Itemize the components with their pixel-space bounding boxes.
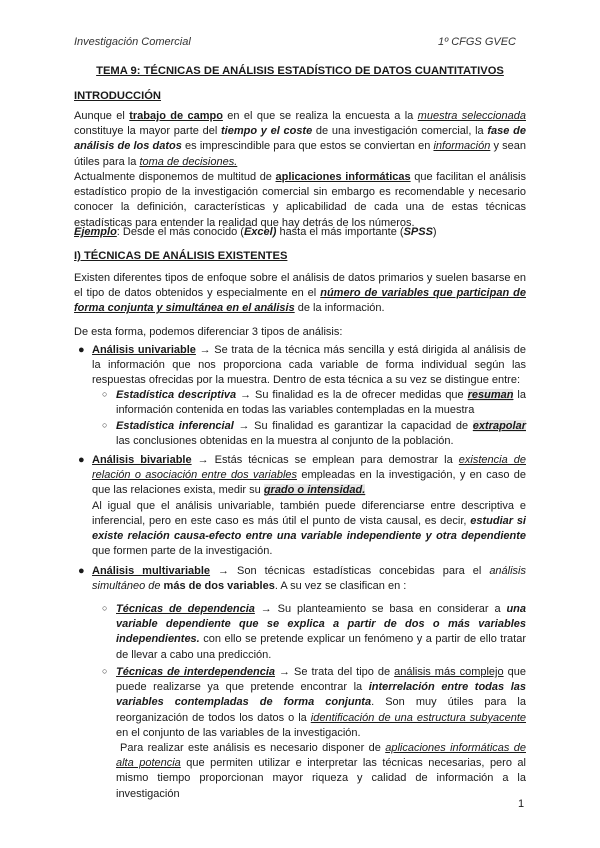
- section1-heading: I) TÉCNICAS DE ANÁLISIS EXISTENTES: [74, 250, 288, 262]
- descriptive-stats-item: Estadística descriptiva → Su finalidad es la de ofrecer medidas que resuman la información contenida en todas las variables contempladas en la muestra: [116, 389, 526, 417]
- circle-bullet-icon: ○: [102, 666, 108, 676]
- univariable-item: Análisis univariable → Se trata de la técnica más sencilla y está dirigida al análisis de la información que nos proporciona cada variable de forma individual según las respuestas ofrecidas por la muestra. Dentro de esta técnica a su vez se distingue entre:: [92, 344, 527, 387]
- page-number: 1: [518, 798, 525, 810]
- bullet-icon: ●: [78, 565, 85, 577]
- bivariable-item: Análisis bivariable → Estás técnicas se emplean para demostrar la existencia de relación o asociación entre dos variables empleadas en la investigación, y en caso de que las relaciones exista, medir su grado o intensidad. Al igual que el análisis univariable, también puede diferenciarse entre descriptiva e inferencial, pero en este caso es más útil el punto de vista causal, es decir, estudiar si existe relación causa-efecto entre una variable independiente y otra dependiente que formen parte de la investigación.: [92, 454, 526, 558]
- inferential-stats-item: Estadística inferencial → Su finalidad es garantizar la capacidad de extrapolar las conclusiones obtenidas en la muestra al conjunto de la población.: [116, 420, 526, 448]
- intro-heading: INTRODUCCIÓN: [74, 90, 162, 102]
- circle-bullet-icon: ○: [102, 420, 108, 430]
- interdependency-techniques-item: Técnicas de interdependencia → Se trata del tipo de análisis más complejo que puede realizarse ya que pretende encontrar la interrelación entre todas las variables contempladas de forma conjunta. Son muy útiles para la reorganización de todos los datos o la identificación de una estructura subyacente en el conjunto de las variables de la investigación. Para realizar este análisis es necesario disponer de aplicaciones informáticas de alta potencia que permiten utilizar e interpretar las técnicas necesarias, pero al mismo tiempo proporcionan mayor riqueza y calidad de información a la investigación: [116, 666, 527, 800]
- header-left: Investigación Comercial: [74, 36, 191, 48]
- intro-paragraph-3: Ejemplo: Desde el más conocido (Excel) hasta el más importante (SPSS): [74, 226, 437, 238]
- intro-paragraph-2: Actualmente disponemos de multitud de aplicaciones informáticas que facilitan el análisis estadístico propio de la investigación comercial sin embargo es recomendable y necesario conocer la definición, características y aplicabilidad de cada una de estas técnicas estadísticas para entender la realidad que hay detrás de los números.: [74, 171, 526, 229]
- section1-paragraph-1: Existen diferentes tipos de enfoque sobre el análisis de datos primarios y suelen basarse en el tipo de datos obtenidos y especialmente en el número de variables que participan de forma conjunta y simultánea en el análisis de la información.: [74, 272, 526, 315]
- bullet-icon: ●: [78, 344, 85, 356]
- multivariable-item: Análisis multivariable → Son técnicas estadísticas concebidas para el análisis simultáneo de más de dos variables. A su vez se clasifican en :: [92, 565, 526, 593]
- intro-paragraph-1: Aunque el trabajo de campo en el que se realiza la encuesta a la muestra seleccionada constituye la mayor parte del tiempo y el coste de una investigación comercial, la fase de análisis de los datos es imprescindible para que estos se conviertan en información y sean útiles para la toma de decisiones.: [74, 110, 527, 168]
- page-title: TEMA 9: TÉCNICAS DE ANÁLISIS ESTADÍSTICO DE DATOS CUANTITATIVOS: [96, 65, 504, 77]
- section1-paragraph-2: De esta forma, podemos diferenciar 3 tipos de análisis:: [74, 326, 343, 338]
- bullet-icon: ●: [78, 454, 85, 466]
- dependency-techniques-item: Técnicas de dependencia → Su planteamiento se basa en considerar a una variable dependiente que se explica a partir de dos o más variables independientes. con ello se pretende explicar un fenómeno y a partir de ello tratar de llevar a cabo una predicción.: [116, 603, 527, 661]
- header-right: 1º CFGS GVEC: [438, 36, 516, 48]
- circle-bullet-icon: ○: [102, 389, 108, 399]
- circle-bullet-icon: ○: [102, 603, 108, 613]
